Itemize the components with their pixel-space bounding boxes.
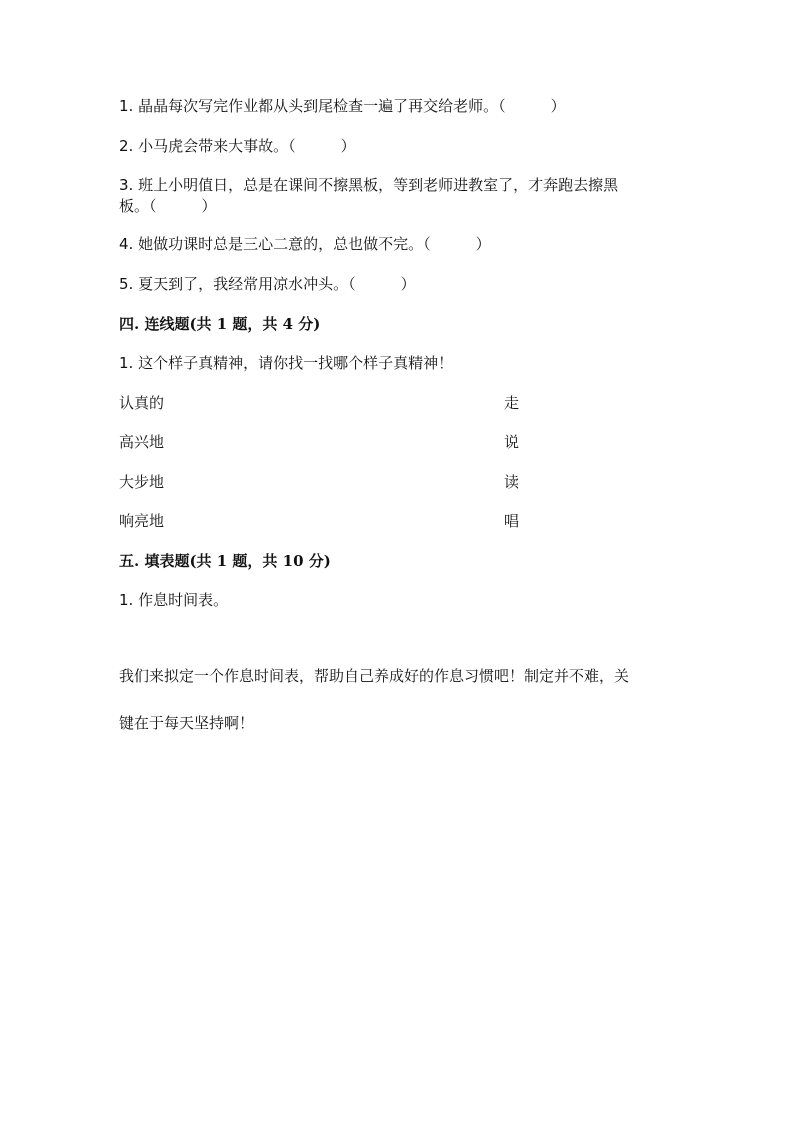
judgement-item-3-line1: 3. 班上小明值日，总是在课间不擦黑板，等到老师进教室了，才奔跑去擦黑 <box>119 176 619 194</box>
match-left-1: 认真的 <box>119 394 165 412</box>
section-4-question: 1. 这个样子真精神，请你找一找哪个样子真精神！ <box>119 354 454 372</box>
judgement-item-4: 4. 她做功课时总是三心二意的，总也做不完。（ ） <box>119 235 491 253</box>
section-4-heading: 四. 连线题(共 1 题，共 4 分) <box>119 315 321 333</box>
section-5-question: 1. 作息时间表。 <box>119 591 229 609</box>
match-left-3: 大步地 <box>119 473 165 491</box>
match-right-4: 唱 <box>504 512 520 530</box>
section-5-heading: 五. 填表题(共 1 题，共 10 分) <box>119 552 331 570</box>
section-5-paragraph-line2: 键在于每天坚持啊！ <box>119 714 255 732</box>
match-right-2: 说 <box>504 433 520 451</box>
match-right-3: 读 <box>504 473 520 491</box>
match-right-1: 走 <box>504 394 520 412</box>
judgement-item-2: 2. 小马虎会带来大事故。（ ） <box>119 137 356 155</box>
judgement-item-1: 1. 晶晶每次写完作业都从头到尾检查一遍了再交给老师。（ ） <box>119 97 566 115</box>
match-left-4: 响亮地 <box>119 512 165 530</box>
section-5-paragraph-line1: 我们来拟定一个作息时间表，帮助自己养成好的作息习惯吧！制定并不难，关 <box>119 667 630 685</box>
match-left-2: 高兴地 <box>119 433 165 451</box>
judgement-item-5: 5. 夏天到了，我经常用凉水冲头。（ ） <box>119 275 416 293</box>
judgement-item-3-line2: 板。（ ） <box>119 197 217 215</box>
